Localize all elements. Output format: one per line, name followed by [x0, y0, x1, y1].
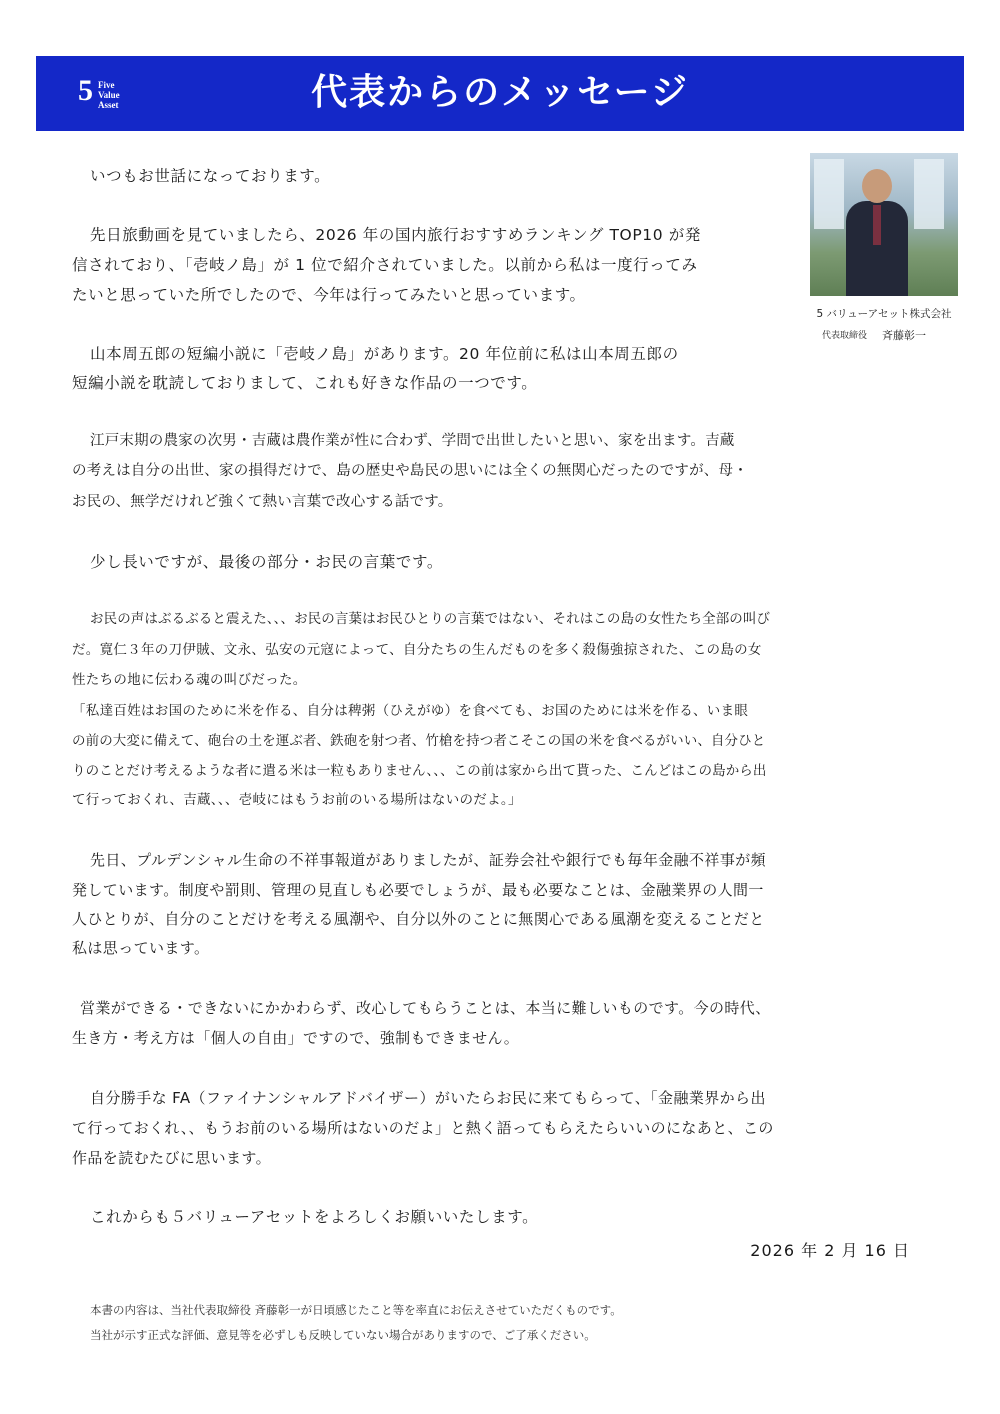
paragraph-1-line-1: 先日旅動画を見ていましたら、2026 年の国内旅行おすすめランキング TOP10 が発 — [90, 226, 701, 244]
paragraph-7-line-2: 発しています。制度や罰則、管理の見直しも必要でしょうが、最も必要なことは、金融業界の人間一 — [72, 881, 764, 899]
company-name: 5 バリューアセット株式会社 — [816, 308, 952, 320]
paragraph-6-line-2: の前の大変に備えて、砲台の土を運ぶ者、鉄砲を射つ者、竹槍を持つ者こそこの国の米を食べるがいい、自分ひと — [72, 733, 766, 749]
representative-role: 代表取締役 — [822, 331, 868, 341]
paragraph-8-line-2: 生き方・考え方は「個人の自由」ですので、強制もできません。 — [72, 1029, 520, 1047]
paragraph-7-line-1: 先日、プルデンシャル生命の不祥事報道がありましたが、証券会社や銀行でも毎年金融不祥事が頻 — [90, 851, 767, 869]
paragraph-3-line-1: 江戸末期の農家の次男・吉蔵は農作業が性に合わず、学問で出世したいと思い、家を出ます。吉蔵 — [90, 433, 735, 449]
header-banner — [36, 56, 964, 131]
paragraph-6-line-4: て行っておくれ、吉蔵、、、壱岐にはもうお前のいる場所はないのだよ。」 — [72, 792, 522, 808]
paragraph-2-line-1: 山本周五郎の短編小説に「壱岐ノ島」があります。20 年位前に私は山本周五郎の — [90, 345, 679, 363]
logo-word-3: Asset — [98, 100, 119, 110]
page-title: 代表からのメッセージ — [311, 72, 689, 113]
paragraph-9-line-2: て行っておくれ、、もうお前のいる場所はないのだよ」と熱く語ってもらえたらいいのになあと、この — [72, 1119, 774, 1137]
logo-word-2: Value — [98, 90, 120, 100]
paragraph-5-line-3: 性たちの地に伝わる魂の叫びだった。 — [72, 672, 307, 688]
greeting: いつもお世話になっております。 — [90, 167, 331, 185]
photo-caption — [796, 307, 972, 343]
logo-number: 5 — [78, 74, 93, 107]
representative-photo — [810, 153, 958, 296]
paragraph-2-line-2: 短編小説を耽読しておりまして、これも好きな作品の一つです。 — [72, 374, 538, 392]
paragraph-1-line-3: たいと思っていた所でしたので、今年は行ってみたいと思っています。 — [72, 286, 586, 304]
paragraph-6-line-1: 「私達百姓はお国のために米を作る、自分は稗粥（ひえがゆ）を食べても、お国のためには米を作る、いま眼 — [72, 703, 749, 719]
representative-name: 斉藤彰一 — [882, 329, 926, 342]
paragraph-3-line-2: の考えは自分の出世、家の損得だけで、島の歴史や島民の思いには全くの無関心だったのですが、母・ — [72, 463, 748, 479]
paragraph-4-line-1: 少し長いですが、最後の部分・お民の言葉です。 — [90, 553, 443, 571]
paragraph-8-line-1: 営業ができる・できないにかかわらず、改心してもらうことは、本当に難しいものです。今の時代、 — [80, 999, 771, 1017]
paragraph-6-line-3: りのことだけ考えるような者に遣る米は一粒もありません、、、この前は家から出て貰った、こんどはこの島から出 — [72, 763, 767, 779]
paragraph-7-line-4: 私は思っています。 — [72, 939, 210, 957]
paragraph-9-line-3: 作品を読むたびに思います。 — [72, 1149, 272, 1167]
paragraph-3-line-3: お民の、無学だけれど強くて熱い言葉で改心する話です。 — [72, 494, 453, 510]
document-date: 2026 年 2 月 16 日 — [750, 1241, 910, 1260]
disclaimer-line-1: 本書の内容は、当社代表取締役 斉藤彰一が日頃感じたこと等を率直にお伝えさせていただくものです。 — [90, 1303, 622, 1317]
closing-line: これからも５バリューアセットをよろしくお願いいたします。 — [90, 1208, 539, 1226]
disclaimer-line-2: 当社が示す正式な評価、意見等を必ずしも反映していない場合がありますので、ご了承ください。 — [90, 1328, 596, 1342]
paragraph-5-line-2: だ。寛仁３年の刀伊賊、文永、弘安の元寇によって、自分たちの生んだものを多く殺傷強掠された、この島の女 — [72, 642, 762, 658]
paragraph-5-line-1: お民の声はぶるぶると震えた、、、お民の言葉はお民ひとりの言葉ではない、それはこの島の女性たち全部の叫び — [90, 611, 771, 627]
paragraph-7-line-3: 人ひとりが、自分のことだけを考える風潮や、自分以外のことに無関心である風潮を変えることだと — [72, 910, 765, 928]
paragraph-9-line-1: 自分勝手な FA（ファイナンシャルアドバイザー）がいたらお民に来てもらって、「金融業界から出 — [90, 1089, 766, 1107]
logo-word-1: Five — [98, 80, 115, 90]
paragraph-1-line-2: 信されており、「壱岐ノ島」が 1 位で紹介されていました。以前から私は一度行ってみ — [72, 256, 698, 274]
